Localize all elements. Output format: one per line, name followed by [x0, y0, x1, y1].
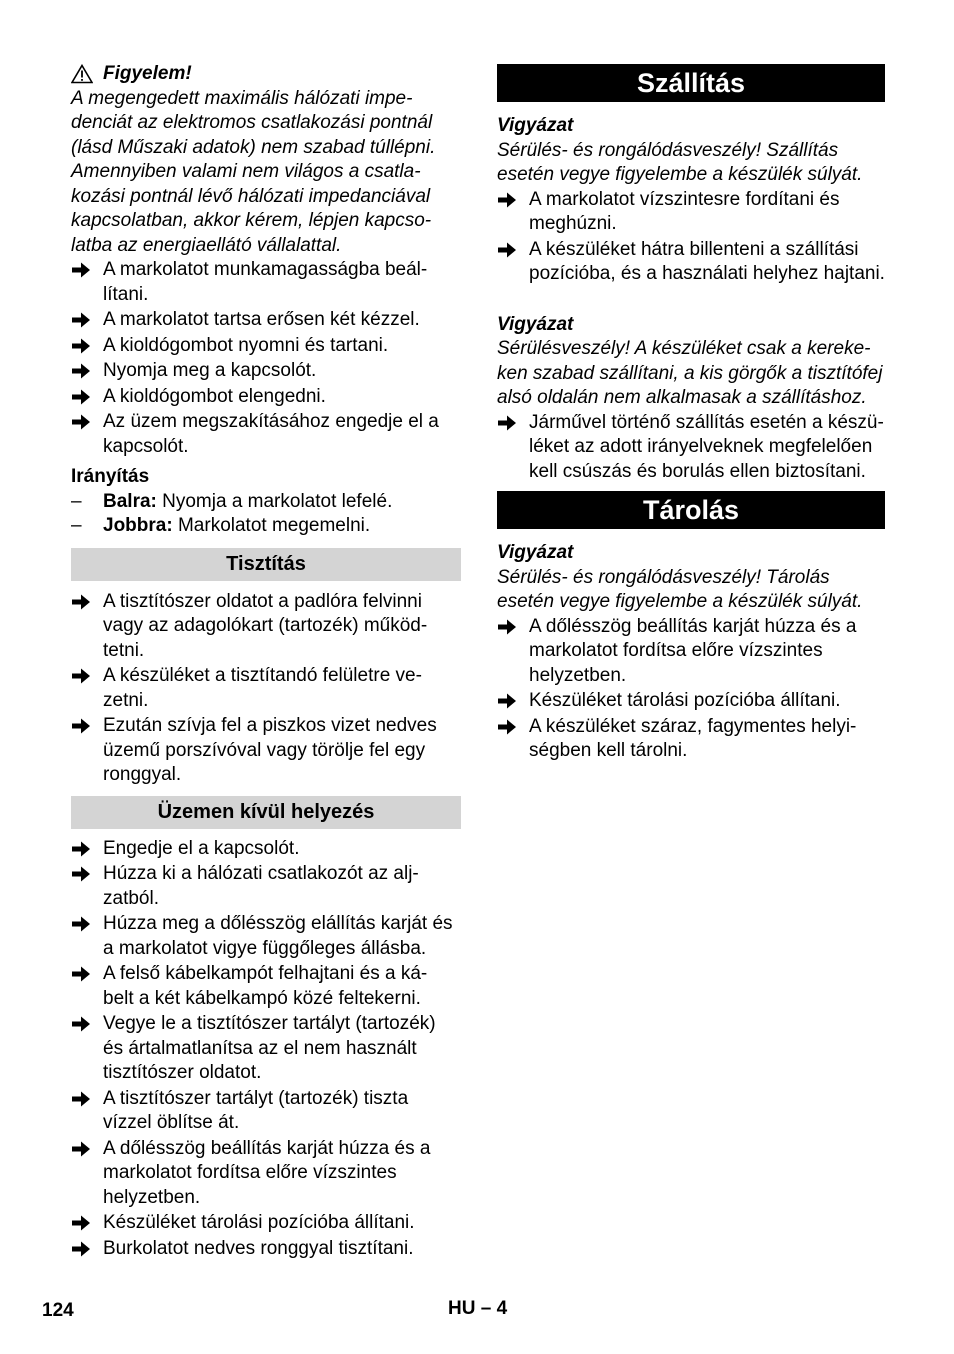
step-text-line: belt a két kábelkampó közé feltekerni.: [103, 987, 421, 1009]
vehicle-steps: [497, 411, 885, 485]
right-column: [497, 62, 885, 765]
step-text-line: helyzetben.: [529, 664, 627, 686]
step-item: [71, 714, 461, 788]
warning-line: A megengedett maximális hálózati impe-: [71, 87, 413, 109]
step-text-line: A készüléket a tisztítandó felületre ve-: [103, 665, 422, 686]
step-item: [497, 411, 885, 485]
warning-text: [71, 87, 461, 259]
step-text-line: A markolatot tartsa erősen két kézzel.: [103, 309, 420, 330]
step-item: [71, 410, 461, 459]
step-item: [71, 664, 461, 713]
warning-title: Figyelem!: [103, 63, 192, 84]
warning-heading: [71, 62, 461, 87]
step-text-line: Készüléket tárolási pozícióba állítani.: [103, 1212, 415, 1233]
step-item: [71, 590, 461, 664]
step-text-line: léket az adott irányelveknek megfelelően: [529, 436, 873, 457]
arrow-right-icon: [71, 865, 91, 883]
step-text-line: A tisztítószer tartályt (tartozék) tiszta: [103, 1087, 409, 1109]
step-item: [71, 862, 461, 911]
arrow-right-icon: [71, 965, 91, 983]
step-text-line: A kioldógombot nyomni és tartani.: [103, 334, 389, 356]
cleaning-heading: Tisztítás: [71, 548, 461, 581]
arrow-right-icon: [497, 692, 517, 710]
step-item: [497, 689, 885, 714]
step-text-line: Húzza ki a hálózati csatlakozót az alj-: [103, 863, 419, 884]
warning-line: Amennyiben valami nem világos a csatla-: [71, 161, 421, 182]
step-text-line: kell csúszás és borulás ellen biztosítani.: [529, 460, 866, 482]
arrow-right-icon: [71, 337, 91, 355]
step-item: [71, 837, 461, 862]
transport-steps: [497, 188, 885, 287]
step-text-line: A készüléket hátra billenteni a szállítási: [529, 238, 859, 260]
caution-line: alsó oldalán nem alkalmasak a szállításhoz.: [497, 387, 867, 408]
step-item: [497, 615, 885, 689]
step-text-line: tetni.: [103, 639, 145, 661]
arrow-right-icon: [71, 261, 91, 279]
arrow-right-icon: [497, 618, 517, 636]
arrow-right-icon: [71, 667, 91, 685]
left-column: [71, 62, 461, 1262]
step-item: [71, 1137, 461, 1211]
steering-item-right: – Jobbra: Markolatot megemelni.: [71, 515, 371, 536]
step-item: [71, 1211, 461, 1236]
warning-triangle-icon: [71, 64, 93, 84]
arrow-right-icon: [71, 311, 91, 329]
step-text-line: markolatot fordítsa előre vízszintes: [529, 640, 823, 661]
step-text-line: A dőlésszög beállítás karját húzza és a: [529, 615, 857, 637]
steering-heading: Irányítás: [71, 466, 150, 487]
step-text-line: Az üzem megszakításához engedje el a: [103, 411, 439, 432]
step-text-line: A készüléket száraz, fagymentes helyi-: [529, 715, 857, 737]
arrow-right-icon: [71, 1214, 91, 1232]
cleaning-steps: [71, 590, 461, 788]
transport-heading: Szállítás: [497, 64, 885, 102]
arrow-right-icon: [497, 241, 517, 259]
arrow-right-icon: [71, 1140, 91, 1158]
step-text-line: A markolatot vízszintesre fordítani és: [529, 188, 840, 210]
step-text-line: Engedje el a kapcsolót.: [103, 837, 300, 859]
step-item: [71, 258, 461, 307]
step-text-line: Ezután szívja fel a piszkos vizet nedves: [103, 715, 437, 736]
arrow-right-icon: [71, 915, 91, 933]
step-item: [497, 188, 885, 237]
step-item: [71, 308, 461, 333]
step-item: [71, 1012, 461, 1086]
steering-list: [71, 490, 461, 539]
arrow-right-icon: [71, 388, 91, 406]
step-text-line: pozícióba, és a használati helyhez hajtani.: [529, 263, 885, 284]
step-text-line: A felső kábelkampót felhajtani és a ká-: [103, 963, 428, 984]
step-item: [497, 238, 885, 287]
step-text-line: A markolatot munkamagasságba beál-: [103, 259, 428, 280]
arrow-right-icon: [71, 362, 91, 380]
page-number: 124: [42, 1300, 74, 1321]
storage-steps: [497, 615, 885, 764]
caution-line: esetén vegye figyelembe a készülék súlyát.: [497, 164, 863, 185]
arrow-right-icon: [497, 414, 517, 432]
arrow-right-icon: [71, 1240, 91, 1258]
caution-line: Sérülésveszély! A készüléket csak a kereke-: [497, 338, 871, 359]
arrow-right-icon: [497, 718, 517, 736]
arrow-right-icon: [71, 717, 91, 735]
step-text-line: ronggyal.: [103, 764, 182, 785]
warning-line: latba az energiaellátó vállalattal.: [71, 234, 342, 256]
arrow-right-icon: [71, 593, 91, 611]
step-item: [497, 715, 885, 764]
step-text-line: lítani.: [103, 283, 149, 305]
shutdown-heading: Üzemen kívül helyezés: [71, 796, 461, 829]
operation-steps: [71, 258, 461, 459]
step-text-line: üzemű porszívóval vagy törölje fel egy: [103, 739, 426, 761]
step-text-line: A dőlésszög beállítás karját húzza és a: [103, 1137, 431, 1159]
step-text-line: ségben kell tárolni.: [529, 740, 688, 761]
step-text-line: Nyomja meg a kapcsolót.: [103, 360, 317, 381]
step-text-line: zetni.: [103, 689, 149, 711]
step-text-line: tisztítószer oldatot.: [103, 1062, 262, 1083]
step-text-line: kapcsolót.: [103, 435, 189, 457]
step-text-line: vízzel öblítse át.: [103, 1112, 240, 1133]
caution-title: Vigyázat: [497, 542, 574, 563]
shutdown-steps: [71, 837, 461, 1262]
caution-line: Sérülés- és rongálódásveszély! Szállítás: [497, 139, 839, 161]
warning-line: kozási pontnál lévő hálózati impedanciával: [71, 185, 431, 207]
step-text-line: zatból.: [103, 887, 159, 909]
arrow-right-icon: [71, 840, 91, 858]
step-text-line: Vegye le a tisztítószer tartályt (tartozék): [103, 1013, 436, 1034]
step-item: [71, 1237, 461, 1262]
warning-line: denciát az elektromos csatlakozási pontnál: [71, 112, 433, 133]
warning-line: (lásd Műszaki adatok) nem szabad túllépni.: [71, 136, 436, 158]
arrow-right-icon: [71, 413, 91, 431]
step-text-line: a markolatot vigye függőleges állásba.: [103, 937, 427, 959]
step-item: [71, 385, 461, 410]
step-item: [71, 334, 461, 359]
caution-line: Sérülés- és rongálódásveszély! Tárolás: [497, 566, 830, 588]
arrow-right-icon: [71, 1090, 91, 1108]
storage-heading: Tárolás: [497, 491, 885, 529]
step-text-line: Készüléket tárolási pozícióba állítani.: [529, 690, 841, 711]
step-text-line: A tisztítószer oldatot a padlóra felvinni: [103, 590, 422, 612]
arrow-right-icon: [71, 1015, 91, 1033]
warning-line: kapcsolatban, akkor kérem, lépjen kapcso-: [71, 210, 432, 231]
caution-line: esetén vegye figyelembe a készülék súlyát.: [497, 591, 863, 612]
steering-item-left: – Balra: Nyomja a markolatot lefelé.: [71, 490, 393, 512]
step-text-line: Burkolatot nedves ronggyal tisztítani.: [103, 1237, 414, 1259]
step-text-line: Járművel történő szállítás esetén a készü-: [529, 411, 884, 433]
step-item: [71, 1087, 461, 1136]
step-item: [71, 912, 461, 961]
section-label: HU – 4: [448, 1298, 508, 1319]
step-text-line: és ártalmatlanítsa az el nem használt: [103, 1037, 417, 1059]
step-item: [71, 359, 461, 384]
caution-line: ken szabad szállítani, a kis görgők a tisztítófej: [497, 362, 883, 384]
step-text-line: helyzetben.: [103, 1186, 201, 1208]
step-text-line: meghúzni.: [529, 213, 617, 234]
step-text-line: A kioldógombot elengedni.: [103, 385, 326, 407]
arrow-right-icon: [497, 191, 517, 209]
step-item: [71, 962, 461, 1011]
caution-title: Vigyázat: [497, 115, 574, 136]
step-text-line: Húzza meg a dőlésszög elállítás karját és: [103, 913, 453, 934]
step-text-line: markolatot fordítsa előre vízszintes: [103, 1162, 397, 1183]
caution-title: Vigyázat: [497, 313, 574, 335]
step-text-line: vagy az adagolókart (tartozék) működ-: [103, 615, 428, 636]
